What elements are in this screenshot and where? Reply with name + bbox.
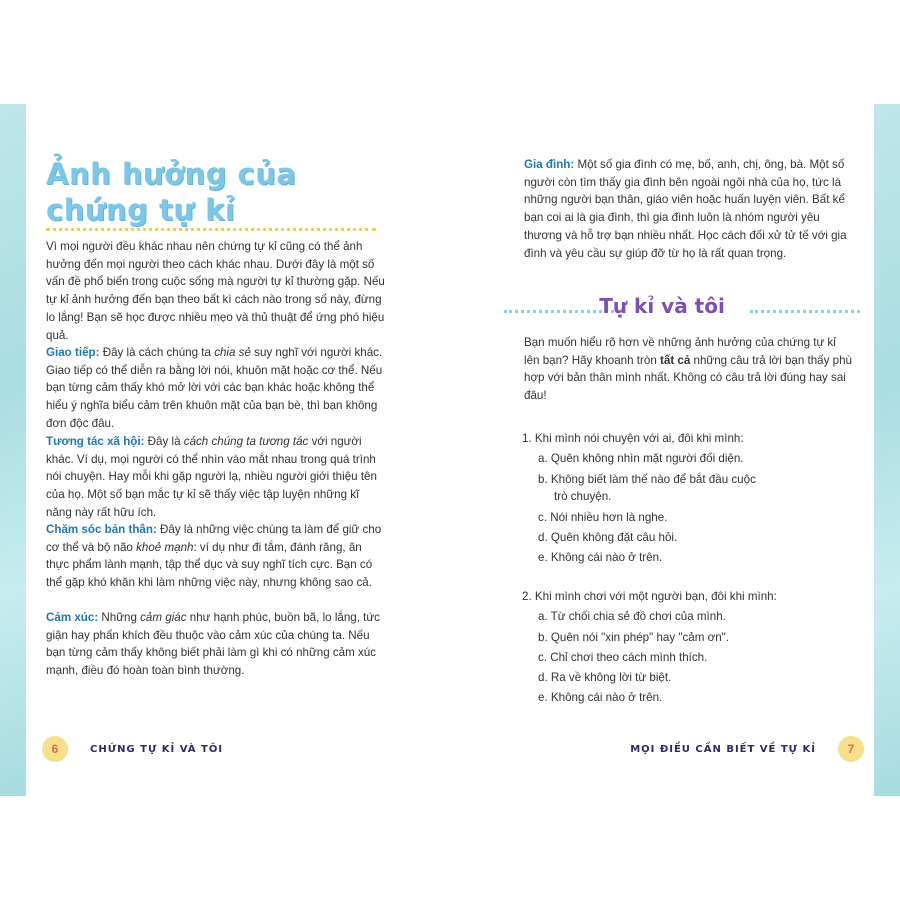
page-title — [46, 156, 386, 228]
left-footer — [42, 736, 223, 762]
running-footer-title: CHỨNG TỰ KỈ VÀ TÔI — [90, 743, 224, 755]
section-term: Giao tiếp: — [46, 346, 100, 359]
section-family — [524, 156, 854, 262]
quiz-intro-bold: tất cả — [660, 353, 691, 367]
section-emotions — [46, 609, 386, 680]
answer-option-b[interactable]: b. Không biết làm thế nào để bắt đầu cuộc — [538, 472, 756, 486]
section-term: Gia đình: — [524, 158, 575, 171]
section-term: Tương tác xã hội: — [46, 435, 145, 448]
question-text: 2. Khi mình chơi với một người bạn, đôi khi mình: — [522, 590, 777, 603]
answer-option-b[interactable]: b. Quên nói "xin phép" hay "cảm ơn". — [538, 630, 729, 644]
answer-option-c[interactable]: c. Nói nhiều hơn là nghe. — [538, 510, 668, 524]
left-page — [26, 104, 450, 796]
answer-option-d[interactable]: d. Ra về không lời từ biệt. — [538, 671, 672, 685]
section-term: Chăm sóc bản thân: — [46, 523, 157, 536]
quiz-intro — [524, 334, 854, 405]
answer-option-c[interactable]: c. Chỉ chơi theo cách mình thích. — [538, 650, 708, 664]
answer-option-b-continued[interactable]: trò chuyện. — [554, 490, 612, 504]
section-communication — [46, 344, 386, 433]
right-decorative-border — [874, 104, 900, 796]
answer-option-a[interactable]: a. Quên không nhìn mặt người đối diện. — [538, 452, 744, 466]
section-text: suy nghĩ với người khác. Giao tiếp có thể diễn ra bằng lời nói, khuôn mặt hoặc cơ thể. Nếu bạn từng cảm thấy khó mở lời với các bạn khác hoặc không thể hiểu ý nghĩa biểu cảm trên khuôn mặt của bạn bè, thì bạn không đơn độc đâu. — [46, 346, 383, 430]
question-text: 1. Khi mình nói chuyện với ai, đôi khi mình: — [522, 432, 744, 445]
section-text: như hạnh phúc, buồn bã, lo lắng, tức giận hay phấn khích đều thuộc vào cảm xúc của chúng ta. Nếu bạn từng cảm thấy không biết phải làm gì khi có những cảm xúc mạnh, điều đó hoàn toàn bình thường. — [46, 611, 380, 678]
section-emphasis: chia sẻ — [214, 346, 251, 359]
section-emphasis: cách chúng ta tương tác — [183, 435, 309, 448]
intro-paragraph: Vì mọi người đều khác nhau nên chứng tự kỉ cũng có thể ảnh hưởng đến mọi người theo cách khác nhau. Dưới đây là một số vấn đề phổ biến trong cuộc sống mà người tự kỉ thường gặp. Nếu tự kỉ ảnh hưởng đến bạn theo bất kì cách nào trong số này, đừng lo lắng! Bạn sẽ học được nhiều mẹo và thủ thuật để ứng phó hiệu quả. — [46, 240, 385, 342]
section-divider-right — [750, 310, 860, 313]
section-social-interaction — [46, 433, 386, 522]
section-text: Đây là cách chúng ta — [99, 346, 215, 359]
title-line-2: chứng tự kỉ — [46, 193, 236, 227]
section-text: Đây là những việc chúng ta làm để giữ cho cơ thể và bộ não — [46, 523, 382, 554]
section-text: : ví dụ như đi tắm, đánh răng, ăn thực phẩm lành mạnh, tập thể dục và suy nghĩ tích cực. Bạn có thể gặp khó khăn khi làm những việc này, nhưng không sao cả. — [46, 540, 373, 590]
running-footer-title: MỌI ĐIỀU CẦN BIẾT VỀ TỰ KỈ — [630, 743, 816, 755]
answer-option-d[interactable]: d. Quên không đặt câu hỏi. — [538, 530, 678, 544]
section-self-care — [46, 521, 386, 592]
section-text: Đây là — [144, 435, 184, 448]
left-decorative-border — [0, 104, 26, 796]
right-footer — [630, 736, 864, 762]
section-text: Một số gia đình có mẹ, bố, anh, chị, ông, bà. Một số người còn tìm thấy gia đình bên ngoài ngôi nhà của họ, tức là những người bạn thân, giáo viên hoặc huấn luyện viên. Bất kể bạn coi ai là gia đình, thì gia đình luôn là nhóm người yêu thương và hỗ trợ bạn nhiều nhất. Học cách đối xử tử tế với gia đình và yêu cầu sự giúp đỡ từ họ là rất quan trọng. — [524, 158, 847, 260]
right-page — [450, 104, 874, 796]
page-number-badge: 7 — [838, 736, 864, 762]
answer-option-e[interactable]: e. Không cái nào ở trên. — [538, 691, 663, 705]
quiz-question-2 — [522, 588, 842, 707]
answer-option-e[interactable]: e. Không cái nào ở trên. — [538, 551, 663, 565]
answer-option-a[interactable]: a. Từ chối chia sẻ đồ chơi của mình. — [538, 610, 726, 624]
page-number-badge: 6 — [42, 736, 68, 762]
section-emphasis: khoẻ mạnh — [136, 540, 194, 554]
section-text: Những — [98, 611, 141, 624]
quiz-intro-text: Bạn muốn hiểu rõ hơn về những ảnh hưởng của chứng tự kỉ lên bạn? Hãy khoanh tròn — [524, 336, 836, 367]
section-term: Cảm xúc: — [46, 611, 99, 624]
quiz-intro-text: những câu trả lời bạn thấy phù hợp với bản thân mình nhất. Không có câu trả lời đúng hay sai đâu! — [524, 353, 852, 403]
section-title: Tự kỉ và tôi — [599, 294, 725, 318]
title-divider — [46, 228, 376, 231]
section-text: với người khác. Ví dụ, mọi người có thể nhìn vào mắt nhau trong quá trình nói chuyện. Hay mỗi khi gặp người lạ, nhiều người giới thiệu tên của họ. Một số bạn mắc tự kỉ sẽ thấy việc tập luyện những kĩ năng này rất hữu ích. — [46, 435, 377, 519]
section-emphasis: cảm giác — [140, 611, 187, 624]
quiz-question-1 — [522, 430, 842, 567]
title-line-1: Ảnh hưởng của — [46, 157, 297, 191]
